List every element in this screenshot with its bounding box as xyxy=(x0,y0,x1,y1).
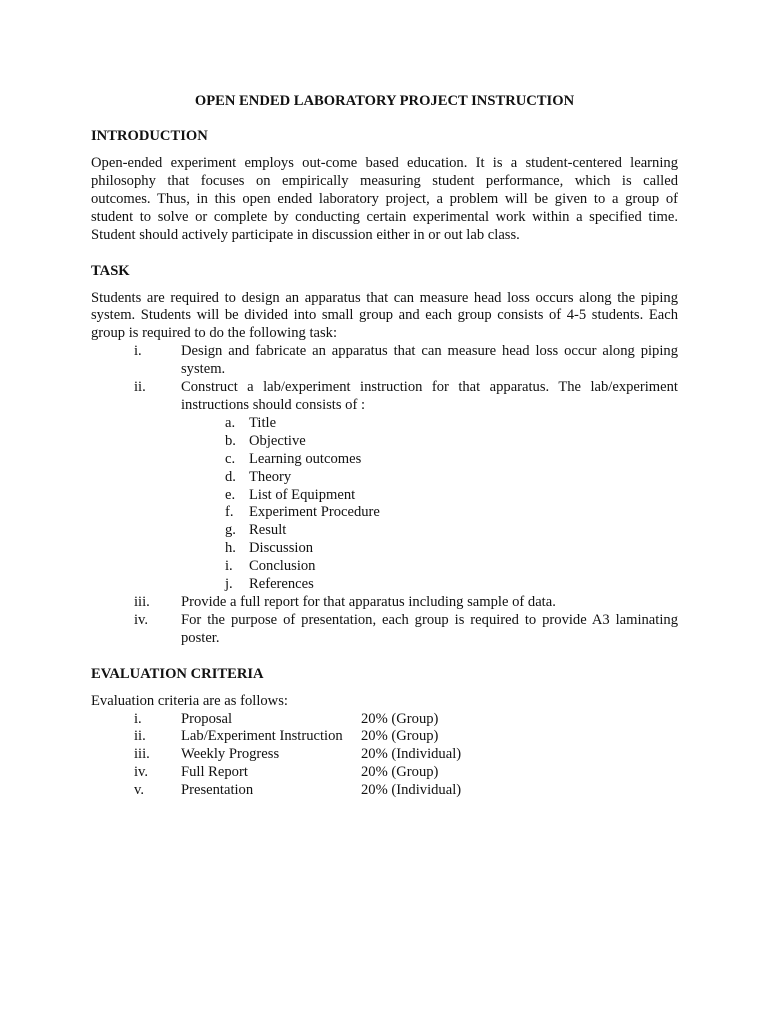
sub-item-letter: b. xyxy=(225,432,236,449)
evaluation-item: Weekly Progress xyxy=(181,746,280,763)
sub-item-letter: c. xyxy=(225,450,236,467)
task-item-number: ii. xyxy=(134,379,146,396)
sub-item-text: Discussion xyxy=(249,540,314,557)
task-item-text xyxy=(181,343,678,379)
task-item-text xyxy=(181,612,678,648)
task-item xyxy=(91,594,678,612)
evaluation-weight: 20% (Group) xyxy=(361,764,439,781)
sub-item-letter: g. xyxy=(225,522,236,539)
document-title: OPEN ENDED LABORATORY PROJECT INSTRUCTION xyxy=(194,93,575,109)
task-heading: TASK xyxy=(91,262,130,279)
intro-line: outcomes. Thus, in this open ended laboratory project, a problem will be given to a group of xyxy=(91,190,678,207)
task-item xyxy=(91,379,678,415)
sub-item-letter: f. xyxy=(225,504,234,521)
task-item xyxy=(91,612,678,648)
evaluation-weight: 20% (Individual) xyxy=(361,746,462,763)
task-item xyxy=(91,343,678,379)
sub-item-letter: h. xyxy=(225,540,236,557)
sub-item-letter: j. xyxy=(225,576,233,593)
evaluation-row xyxy=(91,746,678,764)
evaluation-table xyxy=(91,711,678,801)
intro-line: Student should actively participate in discussion either in or out lab class. xyxy=(91,226,520,243)
task-item-text xyxy=(181,379,678,415)
task-line: Students are required to design an apparatus that can measure head loss occurs along the piping xyxy=(91,289,678,306)
evaluation-weight: 20% (Group) xyxy=(361,728,439,745)
sub-item-text: Objective xyxy=(249,432,306,449)
task-item-line: instructions should consists of : xyxy=(181,396,366,413)
task-list xyxy=(91,343,678,647)
instruction-sublist xyxy=(91,415,678,594)
sub-item xyxy=(91,451,678,469)
sub-item xyxy=(91,433,678,451)
sub-item-letter: d. xyxy=(225,468,236,485)
sub-item xyxy=(91,469,678,487)
evaluation-item: Lab/Experiment Instruction xyxy=(181,728,343,745)
task-line: system. Students will be divided into small group and each group consists of 4-5 students. Each xyxy=(91,307,678,324)
evaluation-row xyxy=(91,711,678,729)
sub-item-text: Theory xyxy=(249,468,292,485)
task-paragraph xyxy=(91,290,678,344)
evaluation-row xyxy=(91,764,678,782)
task-item-number: iv. xyxy=(134,611,149,628)
task-item-text xyxy=(181,594,678,612)
sub-item xyxy=(91,540,678,558)
task-item-line: For the purpose of presentation, each group is required to provide A3 laminating xyxy=(181,611,678,628)
sub-item-letter: a. xyxy=(225,414,236,431)
intro-line: philosophy that focuses on empirically measuring student performance, which is called xyxy=(91,172,678,189)
intro-heading: INTRODUCTION xyxy=(91,128,208,144)
task-item-line: Provide a full report for that apparatus including sample of data. xyxy=(181,593,556,610)
evaluation-number: v. xyxy=(134,782,144,799)
task-line: group is required to do the following task: xyxy=(91,325,338,342)
evaluation-row xyxy=(91,728,678,746)
evaluation-number: ii. xyxy=(134,728,146,745)
evaluation-item: Full Report xyxy=(181,764,248,781)
evaluation-number: i. xyxy=(134,710,142,727)
evaluation-intro: Evaluation criteria are as follows: xyxy=(91,692,288,709)
sub-item xyxy=(91,487,678,505)
evaluation-number: iii. xyxy=(134,746,150,763)
task-item-line: Construct a lab/experiment instruction for that apparatus. The lab/experiment xyxy=(181,379,678,396)
sub-item-text: References xyxy=(249,576,314,593)
sub-item xyxy=(91,415,678,433)
sub-item-letter: i. xyxy=(225,558,233,575)
sub-item-text: Experiment Procedure xyxy=(249,504,380,521)
evaluation-weight: 20% (Group) xyxy=(361,710,439,727)
task-item-number: i. xyxy=(134,343,142,360)
sub-item-text: Learning outcomes xyxy=(249,450,362,467)
sub-item-text: Conclusion xyxy=(249,558,316,575)
evaluation-heading: EVALUATION CRITERIA xyxy=(91,665,264,682)
document-body xyxy=(91,92,678,800)
sub-item-text: List of Equipment xyxy=(249,486,356,503)
intro-paragraph xyxy=(91,155,678,245)
sub-item-text: Title xyxy=(249,414,277,431)
task-item-number: iii. xyxy=(134,593,150,610)
sub-item xyxy=(91,504,678,522)
task-item-line: system. xyxy=(181,361,226,378)
intro-line: Open-ended experiment employs out-come based education. It is a student-centered learning xyxy=(91,155,678,171)
task-item-line: poster. xyxy=(181,629,220,646)
sub-item xyxy=(91,558,678,576)
evaluation-number: iv. xyxy=(134,764,149,781)
evaluation-item: Presentation xyxy=(181,782,254,799)
sub-item-text: Result xyxy=(249,522,287,539)
evaluation-weight: 20% (Individual) xyxy=(361,782,462,799)
evaluation-row xyxy=(91,782,678,800)
evaluation-item: Proposal xyxy=(181,710,233,727)
sub-item xyxy=(91,576,678,594)
task-item-line: Design and fabricate an apparatus that can measure head loss occur along piping xyxy=(181,343,678,360)
sub-item xyxy=(91,522,678,540)
intro-line: student to solve or complete by conducting certain experimental work within a specified time. xyxy=(91,208,678,225)
sub-item-letter: e. xyxy=(225,486,236,503)
